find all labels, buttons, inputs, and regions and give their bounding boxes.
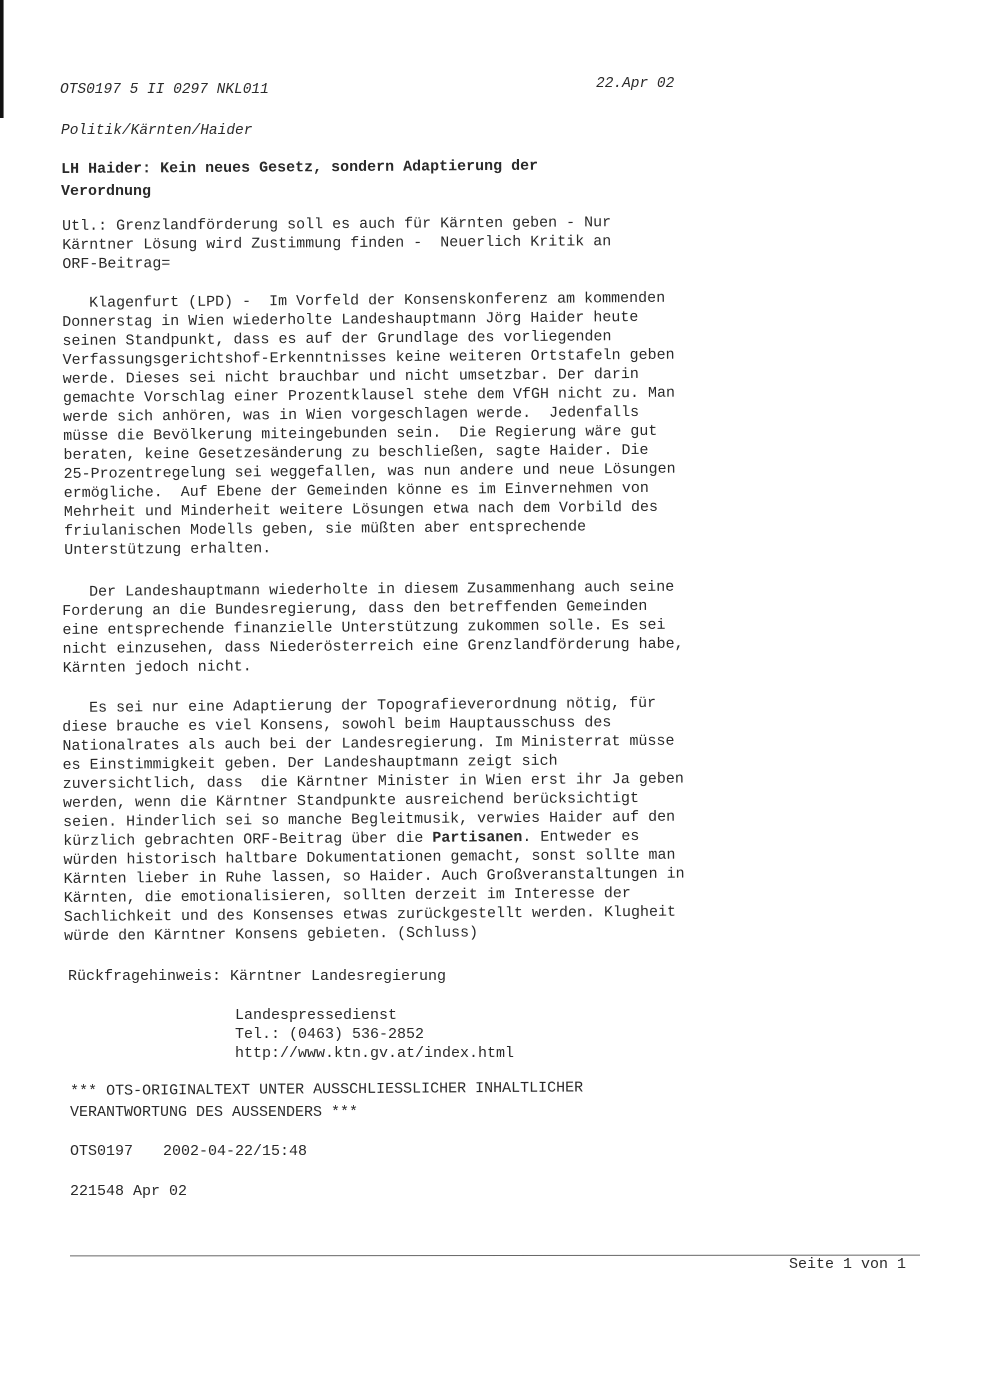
body-line: seien. Hinderlich sei so manche Begleitmusik, verwies Haider auf den <box>63 808 676 831</box>
headline-line-2: Verordnung <box>61 183 152 200</box>
body-line: Mehrheit und Minderheit weitere Lösungen etwa nach dem Vorbild des <box>63 498 659 521</box>
body-line: beraten, keine Gesetzesänderung zu beschließen, sagte Haider. Die <box>63 441 649 464</box>
body-line: Klagenfurt (LPD) - Im Vorfeld der Konsenskonferenz am kommenden <box>62 289 666 312</box>
body-line: nicht einzusehen, dass Niederösterreich eine Grenzlandförderung habe, <box>62 635 684 658</box>
subtitle-line: Utl.: Grenzlandförderung soll es auch für Kärnten geben - Nur <box>62 214 612 235</box>
paragraph-3 <box>62 693 744 946</box>
body-line: werde. Dieses sei nicht brauchbar und nicht umsetzbar. Der darin <box>62 365 639 388</box>
headline-line-1: LH Haider: Kein neues Gesetz, sondern Adaptierung der <box>61 157 539 178</box>
contact-org: Landespressedienst <box>235 1007 398 1024</box>
body-line: müsse die Bevölkerung miteingebunden sein. Die Regierung wäre gut <box>63 422 658 445</box>
timestamp: 2002-04-22/15:48 <box>163 1143 308 1160</box>
release-code: 221548 Apr 02 <box>70 1183 188 1200</box>
body-line: Es sei nur eine Adaptierung der Topografieverordnung nötig, für <box>62 694 657 717</box>
ots-code: OTS0197 5 II 0297 NKL011 <box>60 82 269 98</box>
body-line: werden, wenn die Kärntner Standpunkte ausreichend berücksichtigt <box>62 789 640 812</box>
emphasized-word: Partisanen <box>432 828 523 847</box>
body-line: Nationalrates als auch bei der Landesregierung. Im Ministerrat müsse <box>62 732 675 755</box>
body-line: würden historisch haltbare Dokumentationen gemacht, sonst sollte man <box>63 846 676 869</box>
body-line: Forderung an die Bundesregierung, dass den betreffenden Gemeinden <box>62 597 648 620</box>
body-line: Verfassungsgerichtshof-Erkenntnisses keine weiteren Ortstafeln geben <box>62 346 675 369</box>
subtitle-line: ORF-Beitrag= <box>62 255 171 273</box>
body-line: Kärnten jedoch nicht. <box>62 658 252 677</box>
body-line: Sachlichkeit und des Konsenses etwas zurückgestellt werden. Klugheit <box>63 903 677 926</box>
body-line: werde sich anhören, was in Wien vorgeschlagen werde. Jedenfalls <box>63 403 640 426</box>
body-line: friulanischen Modells geben, sie müßten aber entsprechende <box>63 518 587 540</box>
body-line: Unterstützung erhalten. <box>64 540 272 559</box>
category-line: Politik/Kärnten/Haider <box>61 123 253 139</box>
body-line: würde den Kärntner Konsens gebieten. (Schluss) <box>63 924 479 945</box>
contact-label: Rückfragehinweis: Kärntner Landesregierung <box>68 968 447 985</box>
notice-line-2: VERANTWORTUNG DES AUSSENDERS *** <box>70 1104 359 1121</box>
paragraph-2 <box>62 577 743 678</box>
body-line: seinen Standpunkt, dass es auf der Grundlage des vorliegenden <box>62 328 612 350</box>
scan-edge-mark <box>0 0 10 118</box>
body-line: diese brauche es viel Konsens, sowohl beim Hauptausschuss des <box>62 714 612 736</box>
subtitle <box>62 212 742 274</box>
body-line: gemachte Vorschlag einer Prozentklausel stehe dem VfGH nicht zu. Man <box>62 384 676 407</box>
body-text: . Entweder es <box>522 827 640 846</box>
ots-id: OTS0197 <box>70 1143 134 1160</box>
contact-phone: Tel.: (0463) 536-2852 <box>235 1026 425 1043</box>
body-line: Donnerstag in Wien wiederholte Landeshauptmann Jörg Haider heute <box>62 308 639 331</box>
body-line: Kärnten lieber in Ruhe lassen, so Haider. Auch Großveranstaltungen in <box>63 865 685 888</box>
notice-line-1: *** OTS-ORIGINALTEXT UNTER AUSSCHLIESSLICHER INHALTLICHER <box>70 1079 584 1100</box>
header-date: 22.Apr 02 <box>596 76 675 92</box>
subtitle-line: Kärntner Lösung wird Zustimmung finden - Neuerlich Kritik an <box>62 233 612 254</box>
body-line: es Einstimmigkeit geben. Der Landeshauptmann zeigt sich <box>62 752 558 774</box>
body-line: Kärnten, die emotionalisieren, sollten derzeit im Interesse der <box>63 885 631 907</box>
paragraph-1 <box>62 288 744 560</box>
body-line: eine entsprechende finanzielle Unterstützung zukommen solle. Es sei <box>62 616 666 639</box>
body-line: 25-Prozentregelung sei weggefallen, was nun andere und neue Lösungen <box>63 460 676 483</box>
contact-url: http://www.ktn.gv.at/index.html <box>235 1045 515 1062</box>
body-line: Der Landeshauptmann wiederholte in diesem Zusammenhang auch seine <box>62 578 675 601</box>
body-line: zuversichtlich, dass die Kärntner Minister in Wien erst ihr Ja geben <box>62 770 684 793</box>
page-number: Seite 1 von 1 <box>789 1256 907 1273</box>
body-line: ermögliche. Auf Ebene der Gemeinden könne es im Einvernehmen von <box>63 479 649 502</box>
body-text: kürzlich gebrachten ORF-Beitrag über die <box>63 829 433 850</box>
